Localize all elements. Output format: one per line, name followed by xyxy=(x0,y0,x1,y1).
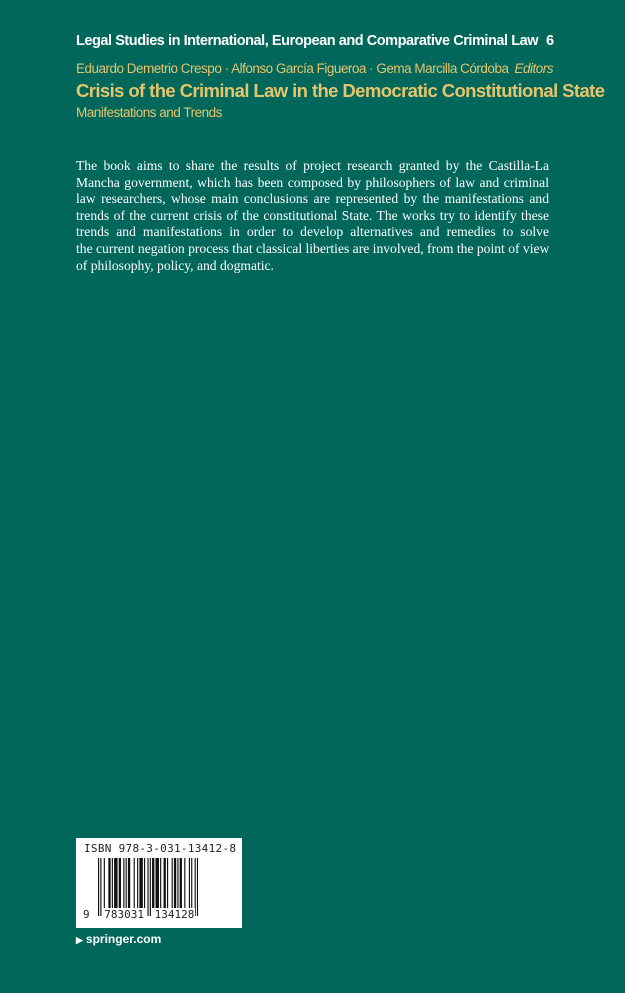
barcode-group-1: 783031 xyxy=(104,908,144,921)
barcode-first-digit: 9 xyxy=(83,908,90,921)
barcode-bar xyxy=(152,858,154,908)
barcode-bar xyxy=(134,858,135,908)
barcode-bar xyxy=(104,858,105,908)
barcode-bar xyxy=(108,858,110,908)
barcode-bar xyxy=(123,858,124,908)
barcode-bar xyxy=(167,858,168,908)
isbn-barcode-box xyxy=(76,838,242,928)
barcode-bar xyxy=(156,858,159,908)
barcode-bar xyxy=(160,858,161,908)
editors xyxy=(76,61,553,76)
isbn-label: ISBN 978-3-031-13412-8 xyxy=(84,842,237,855)
editor-names: Eduardo Demetrio Crespo · Alfonso García Figueroa · Gema Marcilla Córdoba xyxy=(76,61,509,76)
barcode-bar xyxy=(112,858,113,908)
barcode-bar xyxy=(174,858,176,908)
barcode-bar xyxy=(137,858,138,908)
editors-role: Editors xyxy=(514,61,553,76)
barcode-bar xyxy=(184,858,185,908)
barcode-bar xyxy=(119,858,121,908)
barcode-bar xyxy=(197,858,198,916)
description-line: the current negation process that classical liberties are involved, from the point of view xyxy=(76,240,550,256)
description-line: trends of the current crisis of the constitutional State. The works try to identify these xyxy=(76,207,549,223)
barcode-bar xyxy=(191,858,192,908)
description-line: The book aims to share the results of project research granted by the Castilla-La xyxy=(76,158,549,173)
description-line: law researchers, whose main conclusions are represented by the manifestations and xyxy=(76,191,549,207)
publisher-link[interactable] xyxy=(76,932,161,946)
description-line: of philosophy, policy, and dogmatic. xyxy=(76,257,274,273)
barcode-bar xyxy=(177,858,178,908)
barcode-bar xyxy=(164,858,166,908)
book-subtitle: Manifestations and Trends xyxy=(76,105,222,120)
barcode-bar xyxy=(180,858,182,908)
series-title xyxy=(76,33,554,49)
barcode-bar xyxy=(114,858,117,908)
barcode-bar xyxy=(172,858,173,908)
book-description xyxy=(76,158,549,274)
barcode-bar xyxy=(189,858,190,908)
barcode-digits xyxy=(82,908,195,921)
description-line: trends and manifestations in order to develop alternatives and remedies to solve xyxy=(76,224,549,240)
series-name: Legal Studies in International, European and Comparative Criminal Law xyxy=(76,33,539,49)
publisher-link-text[interactable]: springer.com xyxy=(85,932,162,946)
barcode-bar xyxy=(126,858,127,908)
series-number: 6 xyxy=(546,33,554,49)
barcode-group-2: 134128 xyxy=(154,908,195,921)
book-title: Crisis of the Criminal Law in the Democratic Constitutional State xyxy=(76,80,605,101)
barcode-bar xyxy=(128,858,130,908)
barcode-bar xyxy=(139,858,142,908)
barcode-bar xyxy=(144,858,145,908)
play-arrow-icon: ▶ xyxy=(76,935,83,945)
description-line: Mancha government, which has been composed by philosophers of law and criminal xyxy=(76,174,549,190)
